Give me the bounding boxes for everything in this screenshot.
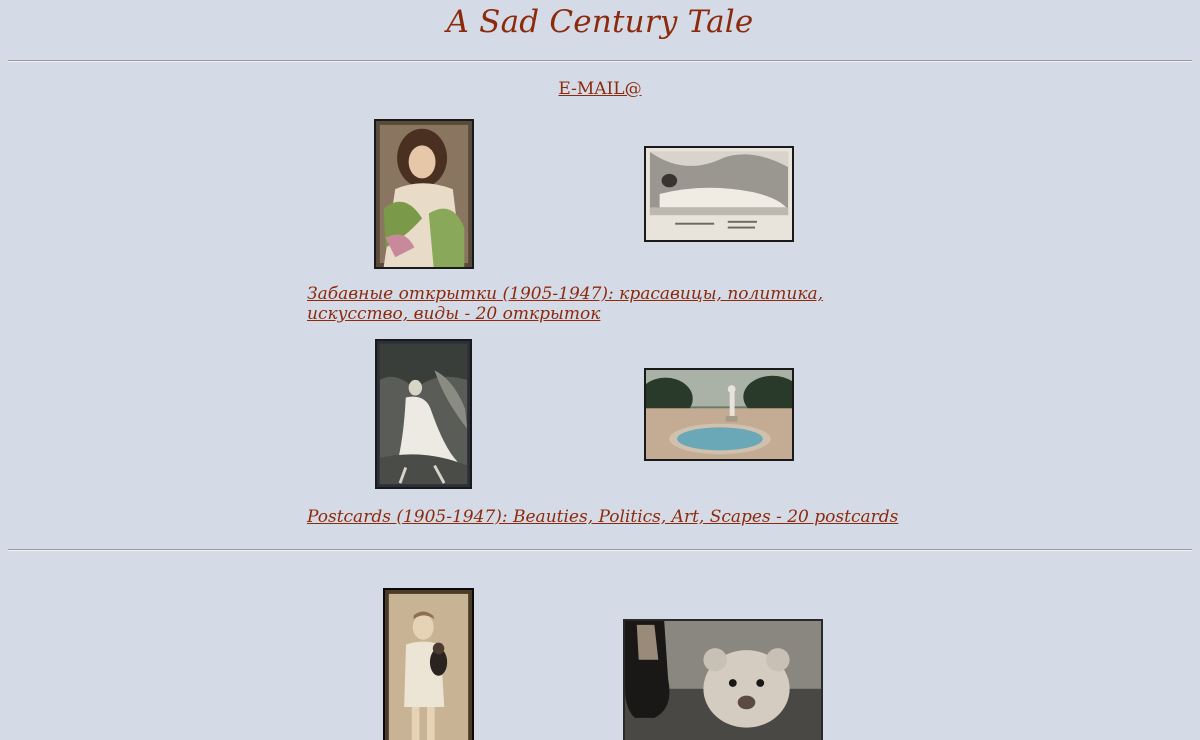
- fountain-park-postcard-icon[interactable]: [644, 368, 794, 461]
- child-with-doll-photo-icon[interactable]: [383, 588, 474, 740]
- email-link[interactable]: E-MAIL@: [558, 79, 642, 99]
- email-link-container: [0, 79, 1200, 99]
- portrait-woman-green-shawl-icon[interactable]: [374, 119, 474, 269]
- divider-top: [8, 60, 1192, 62]
- reclining-figure-photo-icon[interactable]: [644, 146, 794, 242]
- toy-bear-photo-icon[interactable]: [623, 619, 823, 740]
- page-title: A Sad Century Tale: [446, 4, 754, 40]
- caption-en-container: [307, 507, 907, 527]
- postcards-en-link[interactable]: Postcards (1905-1947): Beauties, Politics, Art, Scapes - 20 postcards: [307, 507, 899, 527]
- divider-bottom: [8, 549, 1192, 551]
- postcards-ru-link[interactable]: Забавные открытки (1905-1947): красавицы, политика, искусство, виды - 20 открыток: [307, 284, 824, 324]
- dancing-girl-postcard-icon[interactable]: [375, 339, 472, 489]
- caption-ru-container: [307, 284, 907, 324]
